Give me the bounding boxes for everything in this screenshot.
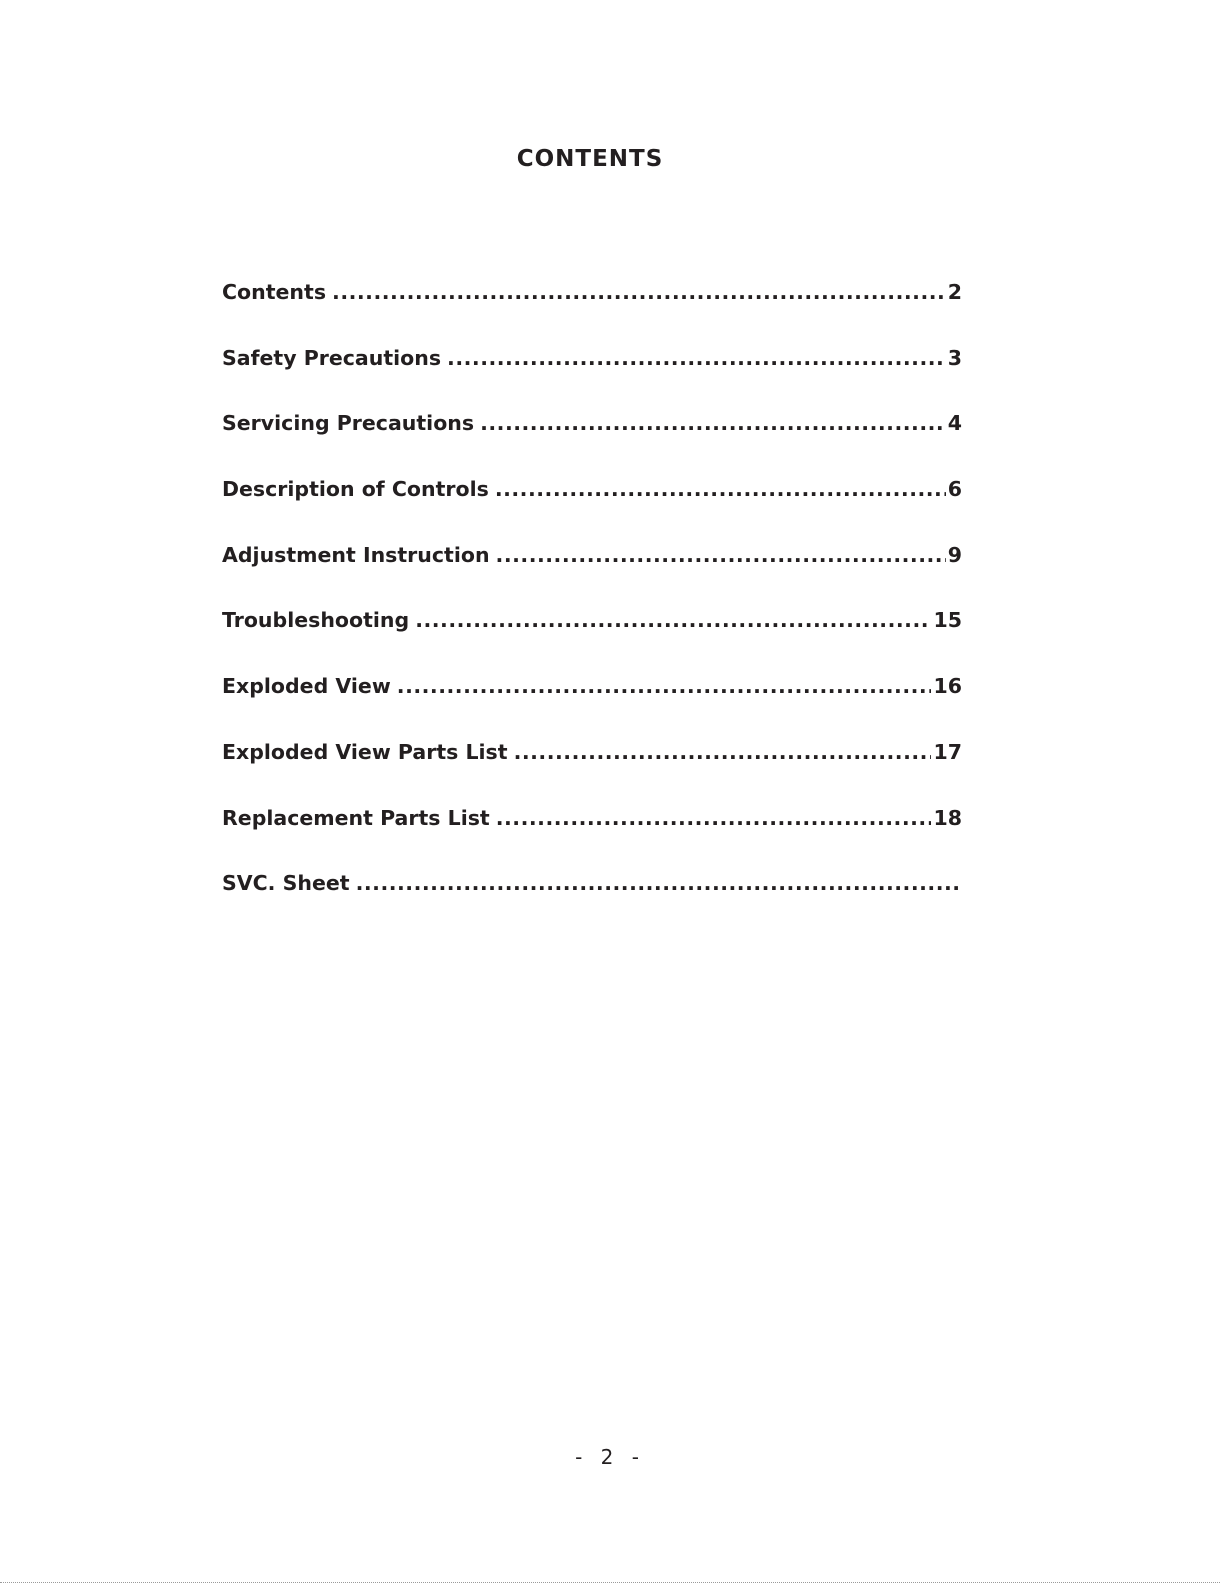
toc-entry-contents[interactable] <box>222 280 962 346</box>
toc-entry-label: Exploded View <box>222 674 391 699</box>
toc-entry-page: 2 <box>947 280 962 304</box>
toc-entry-exploded-view-parts-list[interactable] <box>222 740 962 806</box>
page-number: - 2 - <box>575 1445 645 1469</box>
toc-dot-leader <box>447 346 946 370</box>
toc-entry-page: 9 <box>947 542 962 567</box>
toc-dot-leader <box>480 411 946 435</box>
toc-entry-label: SVC. Sheet <box>222 871 350 896</box>
toc-entry-exploded-view[interactable] <box>222 674 962 740</box>
toc-entry-label: Adjustment Instruction <box>222 542 490 567</box>
toc-dot-leader <box>415 608 931 632</box>
toc-entry-label: Servicing Precautions <box>222 411 475 436</box>
toc-dot-leader <box>496 806 932 830</box>
toc-entry-svc-sheet[interactable] <box>222 871 962 937</box>
table-of-contents <box>222 280 962 937</box>
toc-dot-leader <box>496 543 946 567</box>
toc-entry-label: Troubleshooting <box>222 608 410 633</box>
toc-dot-leader <box>514 740 932 764</box>
toc-entry-label: Exploded View Parts List <box>222 739 508 764</box>
toc-dot-leader <box>332 280 946 304</box>
toc-entry-replacement-parts-list[interactable] <box>222 806 962 872</box>
page-title: CONTENTS <box>516 146 664 172</box>
toc-entry-description-of-controls[interactable] <box>222 477 962 543</box>
toc-entry-page: 18 <box>933 805 962 830</box>
toc-entry-label: Replacement Parts List <box>222 805 490 830</box>
toc-entry-label: Contents <box>222 280 327 304</box>
toc-dot-leader <box>495 477 946 501</box>
toc-entry-page: 3 <box>947 345 962 370</box>
toc-entry-page: 17 <box>933 739 962 764</box>
toc-entry-page: 15 <box>933 608 962 633</box>
toc-dot-leader <box>397 674 932 698</box>
toc-entry-servicing-precautions[interactable] <box>222 411 962 477</box>
toc-entry-page: 16 <box>933 674 962 699</box>
toc-entry-label: Safety Precautions <box>222 345 442 370</box>
toc-entry-safety-precautions[interactable] <box>222 346 962 412</box>
toc-entry-troubleshooting[interactable] <box>222 608 962 674</box>
toc-entry-page: 6 <box>947 477 962 502</box>
toc-dot-leader <box>356 871 960 895</box>
toc-entry-adjustment-instruction[interactable] <box>222 543 962 609</box>
toc-entry-label: Description of Controls <box>222 477 489 502</box>
toc-entry-page: 4 <box>947 411 962 436</box>
